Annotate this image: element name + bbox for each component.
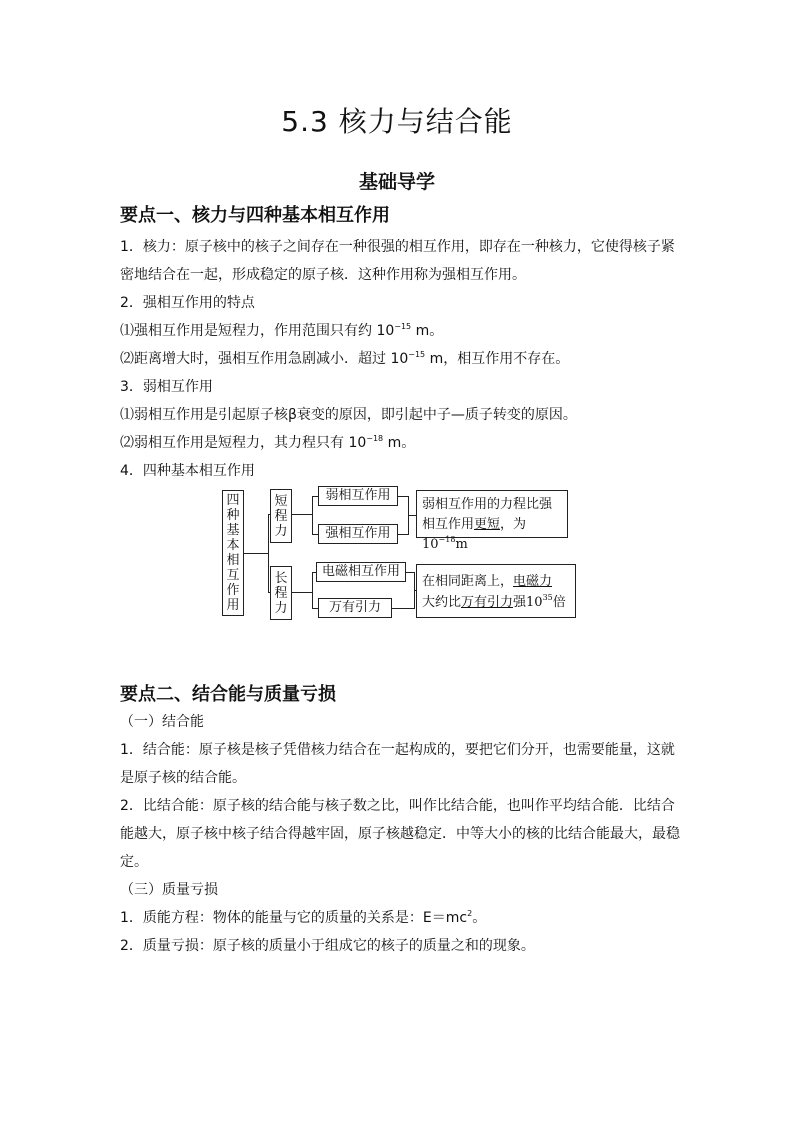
text-line: 2．质量亏损：原子核的质量小于组成它的核子的质量之和的现象。: [120, 938, 535, 954]
note-line: [422, 515, 567, 555]
connector-line: [268, 514, 269, 592]
em-interaction-label: 电磁相互作用: [321, 564, 400, 579]
connector-line: [292, 514, 312, 515]
vertical-char: 四: [226, 493, 240, 508]
text-span: 强10: [513, 595, 543, 610]
text-line: 2．比结合能：原子核的结合能与核子数之比，叫作比结合能，也叫作平均结合能．比结合: [120, 798, 675, 814]
text-line: （一）结合能: [120, 714, 204, 730]
text-line: （三）质量亏损: [120, 882, 218, 898]
vertical-char: 力: [274, 523, 288, 539]
text-span: 倍: [552, 595, 566, 610]
text-line: 是原子核的结合能。: [120, 770, 246, 786]
text-span: 在相同距离上，: [422, 574, 514, 589]
superscript: −18: [366, 434, 384, 443]
text-line: ⑴弱相互作用是引起原子核β衰变的原因，即引起中子—质子转变的原因。: [120, 407, 577, 423]
note-line: [422, 592, 575, 613]
vertical-char: 作: [226, 583, 240, 598]
vertical-char: 种: [226, 508, 240, 523]
weak-interaction-box: [318, 486, 398, 506]
text-line: [120, 345, 680, 373]
text-line: 4．四种基本相互作用: [120, 463, 255, 479]
vertical-char: 程: [274, 585, 288, 601]
text-line: 密地结合在一起，形成稳定的原子核．这种作用称为强相互作用。: [120, 267, 526, 283]
long-range-box: [270, 566, 292, 620]
note-line: 弱相互作用的力程比强: [422, 497, 553, 512]
gravity-box: [318, 598, 392, 618]
text-span: ⑴强相互作用是短程力，作用范围只有约 10: [120, 323, 395, 339]
note-line: [422, 571, 575, 592]
strong-interaction-label: 强相互作用: [325, 526, 391, 541]
long-range-label: [274, 571, 287, 616]
paragraph-binding-energy: [120, 708, 680, 960]
text-line: [120, 317, 680, 345]
connector-line: [398, 496, 408, 497]
text-span: 相互作用: [422, 517, 475, 532]
paragraph-nuclear-force: [120, 233, 680, 485]
vertical-char: 程: [274, 508, 288, 524]
superscript: −15: [394, 322, 412, 331]
strong-interaction-box: [318, 524, 398, 544]
vertical-char: 用: [226, 598, 240, 613]
text-line: 3．弱相互作用: [120, 379, 213, 395]
connector-line: [406, 572, 414, 573]
connector-line: [244, 553, 268, 554]
text-span: ⑵弱相互作用是短程力，其力程只有 10: [120, 435, 367, 451]
superscript: 35: [542, 593, 553, 602]
note-weak-vs-strong: [416, 490, 568, 552]
underlined-text: 更短: [474, 517, 501, 532]
vertical-char: 互: [226, 568, 240, 583]
vertical-char: 长: [274, 570, 288, 586]
superscript: 2: [467, 909, 473, 918]
text-line: [120, 429, 680, 457]
text-span: ⑵距离增大时，强相互作用急剧减小．超过 10: [120, 351, 409, 367]
short-range-label: [274, 494, 287, 539]
text-line: 1．结合能：原子核是核子凭借核力结合在一起构成的，要把它们分开，也需要能量，这就: [120, 742, 675, 758]
connector-line: [292, 592, 312, 593]
gravity-label: 万有引力: [328, 600, 381, 615]
connector-line: [408, 515, 416, 516]
section1-heading: 要点一、核力与四种基本相互作用: [120, 205, 390, 226]
vertical-char: 基: [226, 523, 240, 538]
vertical-char: 本: [226, 538, 240, 553]
text-span: 1．质能方程：物体的能量与它的质量的关系是：E＝mc: [120, 910, 468, 926]
connector-line: [312, 496, 313, 534]
text-span: ，为10: [422, 517, 527, 552]
em-interaction-box: [316, 562, 406, 582]
text-line: [120, 904, 680, 932]
weak-interaction-label: 弱相互作用: [325, 488, 391, 503]
text-span: m: [455, 537, 468, 552]
vertical-char: 力: [274, 600, 288, 616]
connector-line: [398, 534, 408, 535]
section-subtitle: 基础导学: [358, 171, 435, 193]
connector-line: [392, 608, 414, 609]
text-span: 。: [472, 910, 487, 926]
vertical-char: 短: [274, 493, 288, 509]
root-label: [226, 493, 239, 613]
superscript: −15: [408, 350, 426, 359]
page-title: 5.3 核力与结合能: [281, 105, 513, 138]
text-line: 定。: [120, 854, 148, 870]
underlined-text: 电磁力: [513, 574, 553, 589]
superscript: −18: [438, 535, 456, 544]
root-box: [222, 490, 244, 616]
connector-line: [312, 572, 313, 608]
section2-heading: 要点二、结合能与质量亏损: [120, 684, 336, 705]
underlined-text: 万有引力: [461, 595, 514, 610]
vertical-char: 相: [226, 553, 240, 568]
text-span: m。: [411, 323, 444, 339]
text-span: 大约比: [422, 595, 462, 610]
text-line: 能越大，原子核中核子结合得越牢固，原子核越稳定．中等大小的核的比结合能最大，最稳: [120, 826, 680, 842]
text-line: 1．核力：原子核中的核子之间存在一种很强的相互作用，即存在一种核力，它使得核子紧: [120, 239, 675, 255]
text-line: 2．强相互作用的特点: [120, 295, 255, 311]
short-range-box: [270, 489, 292, 543]
four-interactions-diagram: [220, 484, 580, 624]
text-span: m，相互作用不存在。: [425, 351, 570, 367]
text-span: m。: [383, 435, 416, 451]
note-em-vs-gravity: [416, 564, 576, 618]
